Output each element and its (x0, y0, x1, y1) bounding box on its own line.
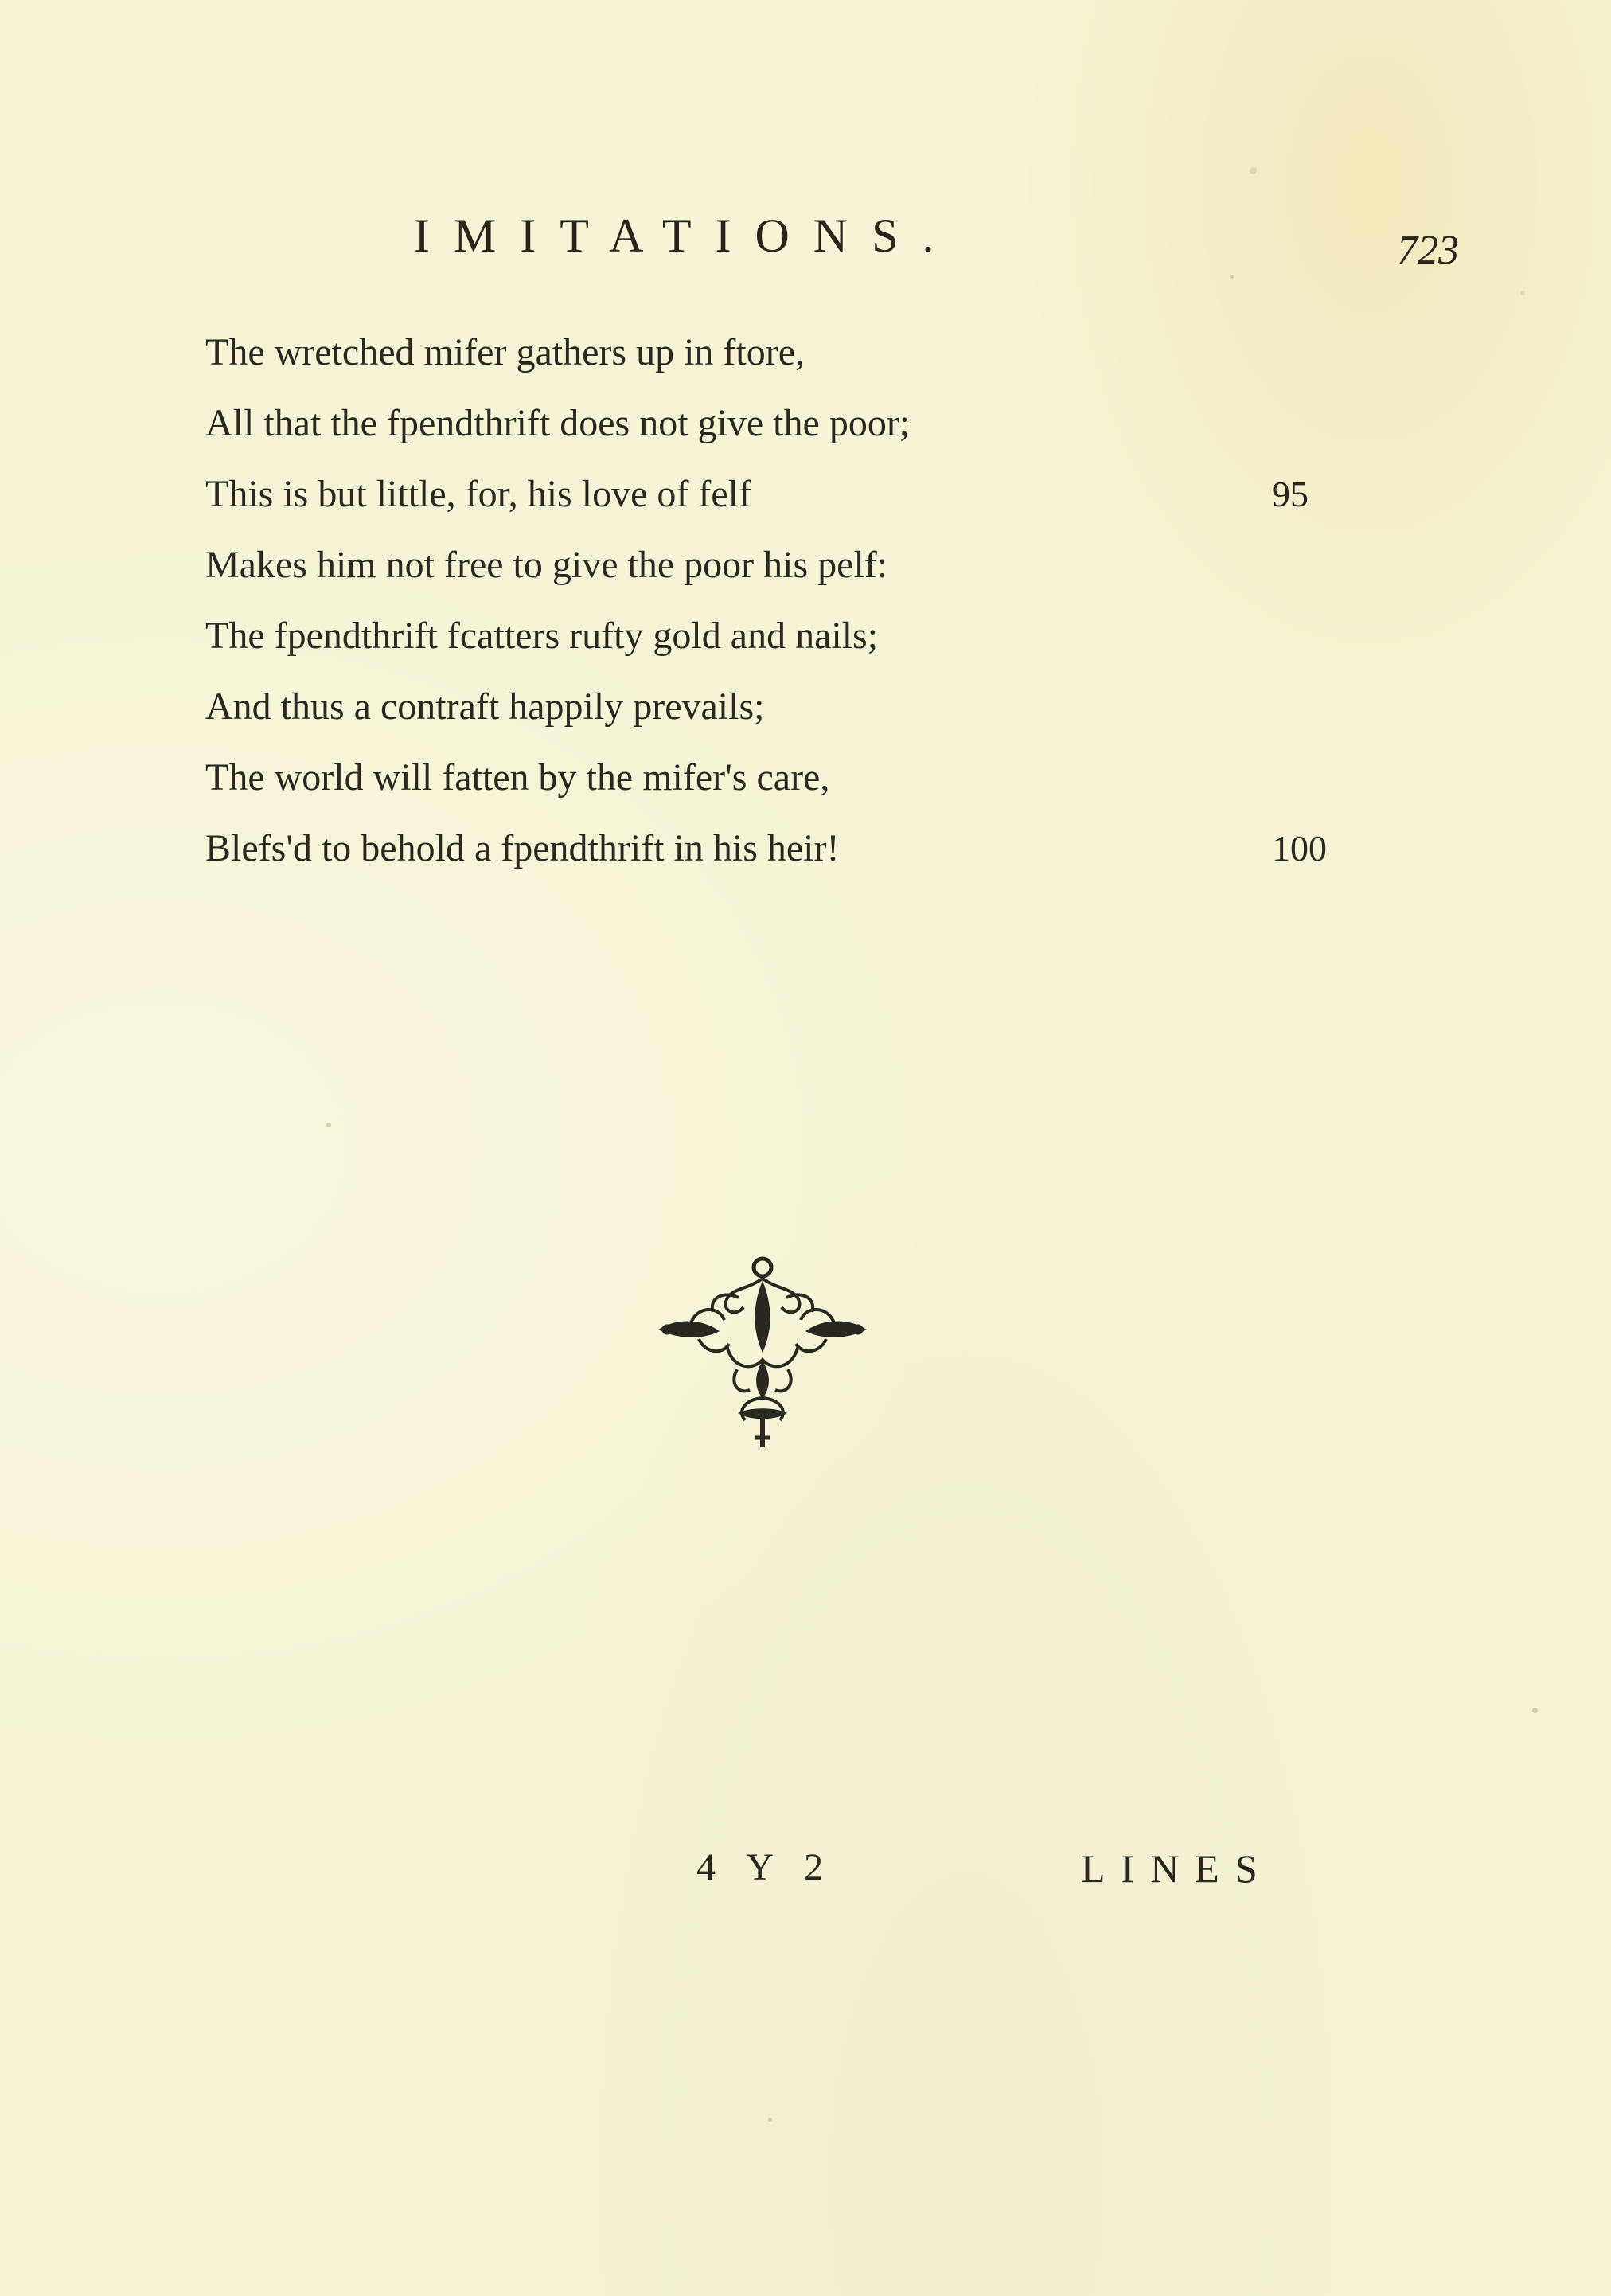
paper-speck (1230, 275, 1234, 279)
verse-line-text: The fpendthrift fcatters rufty gold and nails; (205, 615, 879, 657)
verse-line (205, 388, 1399, 459)
verse-line-text: The world will fatten by the mifer's care, (205, 756, 830, 799)
catchword: LINES (1081, 1846, 1274, 1891)
verse-line (205, 459, 1399, 529)
verse-line (205, 600, 1399, 671)
verse-line (205, 813, 1399, 884)
page-number: 723 (1397, 228, 1459, 273)
verse-line-text: The wretched mifer gathers up in ftore, (205, 331, 806, 373)
verse-line (205, 671, 1399, 742)
paper-speck (1532, 1708, 1538, 1713)
paper-speck (326, 1123, 331, 1127)
fleuron-ornament-icon (643, 1250, 882, 1453)
catchline (0, 1845, 1611, 1909)
verse-block (205, 317, 1399, 884)
line-number: 95 (1272, 474, 1309, 514)
running-title: IMITATIONS. (414, 209, 958, 262)
paper-speck (768, 2118, 772, 2122)
verse-line (205, 317, 1399, 388)
line-number: 100 (1272, 828, 1327, 869)
verse-line-text: Blefs'd to behold a fpendthrift in his heir! (205, 827, 840, 869)
verse-line-text: All that the fpendthrift does not give the poor; (205, 402, 911, 444)
verse-line-text: And thus a contraft happily prevails; (205, 685, 765, 728)
verse-line-text: Makes him not free to give the poor his pelf: (205, 544, 888, 586)
signature-mark: 4 Y 2 (696, 1846, 835, 1888)
paper-speck (1250, 167, 1257, 174)
verse-line-text: This is but little, for, his love of felf (205, 473, 751, 515)
verse-line (205, 742, 1399, 813)
verse-line (205, 529, 1399, 600)
paper-speck (1520, 291, 1525, 295)
